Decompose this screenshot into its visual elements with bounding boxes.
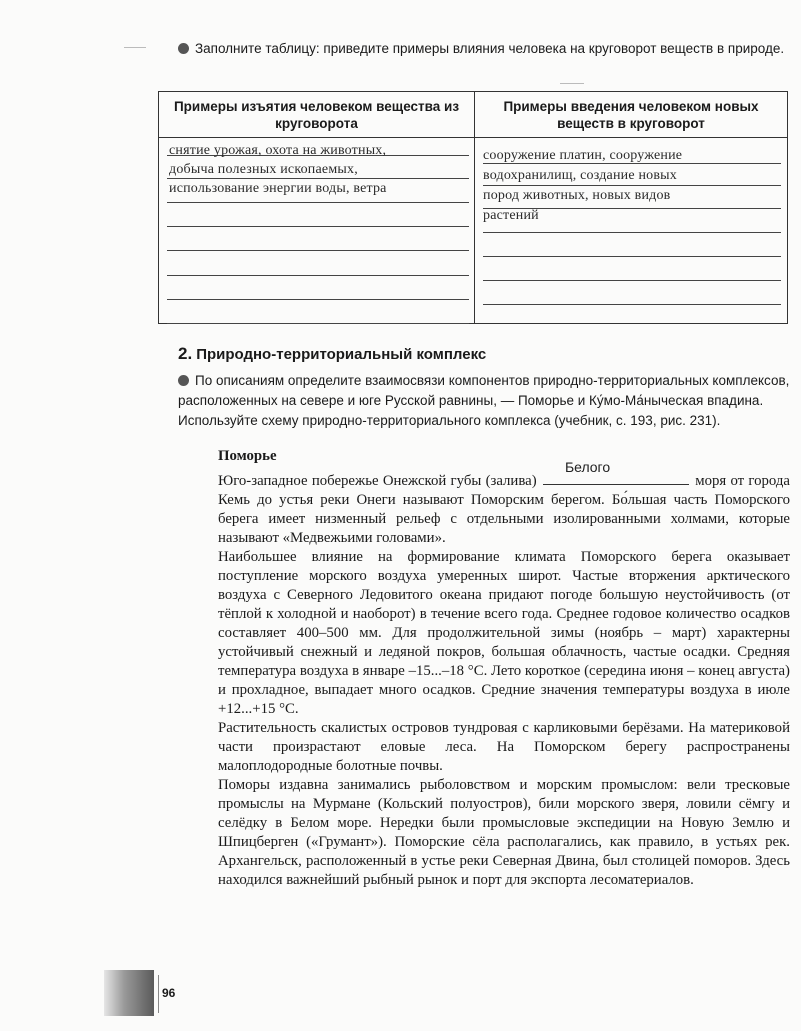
answer-line: [167, 275, 469, 276]
page-divider: [158, 975, 159, 1013]
answer-line: [167, 226, 469, 227]
table-header-right: Примеры введения человеком новых веществ в круговорот: [475, 92, 787, 138]
task2-text: По описаниям определите взаимосвязи компонентов природно-территориальных комплексов, расположенных на севере и юге Русской равнины, — Поморье и Ку́мо-Ма́ныческая впадина. Используйте схему природно-территориального комплекса (учебник, с. 193, рис. 231).: [178, 373, 790, 428]
section-number: 2.: [178, 344, 193, 363]
task1-text: Заполните таблицу: приведите примеры влияния человека на круговорот веществ в природе.: [195, 41, 785, 56]
answer-line: [167, 250, 469, 251]
handwritten-entry: водохранилищ, создание новых: [483, 168, 677, 183]
page-corner-decoration: [104, 970, 154, 1016]
p1-after: моря от города Кемь до устья реки Онеги называют Поморским берегом. Бо́льшая часть Поморского берега имеет низменный рельеф с отдельными изолированными холмами, которые называют «Медвежьими головами».: [218, 473, 791, 546]
answer-line: [167, 178, 469, 179]
handwritten-entry: использование энергии воды, ветра: [169, 181, 387, 196]
blank-answer: Белого: [564, 459, 611, 475]
fill-in-blank: [543, 459, 689, 485]
table-header-left: Примеры изъятия человеком вещества из круговорота: [159, 92, 474, 138]
bullet-icon: [178, 43, 189, 54]
task1-instruction: [178, 39, 788, 59]
section-title: [178, 344, 486, 364]
answer-line: [483, 280, 781, 281]
paragraph-3: Растительность скалистых островов тундровая с карликовыми берёзами. На материковой части произрастают еловые леса. На Поморском берегу распространены малоплодородные болотные почвы.: [218, 720, 790, 774]
handwritten-entry: сооружение платин, сооружение: [483, 148, 683, 163]
pomorye-description: [218, 447, 790, 890]
task2-instruction: [178, 371, 790, 431]
answer-line: [167, 299, 469, 300]
answer-line: [483, 185, 781, 186]
bullet-icon: [178, 375, 189, 386]
handwritten-entry: растений: [483, 208, 539, 223]
influence-table: [158, 91, 788, 324]
answer-line: [483, 256, 781, 257]
handwritten-entry: снятие урожая, охота на животных,: [169, 143, 387, 158]
scan-mark: [124, 47, 146, 48]
paragraph-2: Наибольшее влияние на формирование климата Поморского берега оказывает поступление морского воздуха умеренных широт. Частые вторжения арктического воздуха с Северного Ледовитого океана придают погоде большую неустойчивость (от тёплой к холодной и наоборот) в течение всего года. Среднее годовое количество осадков составляет 400–500 мм. Для продолжительной зимы (ноябрь – март) характерны устойчивый снежный и ледяной покров, большая облачность, частые осадки. Средняя температура воздуха в январе –15...–18 °С. Лето короткое (середина июня – конец августа) и прохладное, выпадает много осадков. Средние значения температуры воздуха в июле +12...+15 °С.: [218, 549, 790, 717]
scan-mark: [560, 83, 584, 84]
paragraph-1: [218, 459, 791, 548]
handwritten-entry: пород животных, новых видов: [483, 188, 671, 203]
answer-line: [167, 323, 469, 324]
answer-line: [167, 202, 469, 203]
text-heading: Поморье: [218, 448, 277, 464]
section-title-text: Природно-территориальный комплекс: [196, 346, 487, 363]
answer-line: [483, 232, 781, 233]
handwritten-entry: добыча полезных ископаемых,: [169, 162, 358, 177]
table-column-removal: [159, 92, 474, 323]
page-number: 96: [162, 986, 176, 1000]
p1-before: Юго-западное побережье Онежской губы (залива): [218, 473, 537, 489]
answer-line: [483, 304, 781, 305]
paragraph-4: Поморы издавна занимались рыболовством и морским промыслом: вели тресковые промыслы на Мурмане (Кольский полуостров), били морского зверя, ловили сёмгу и селёдку в Белом море. Нередки были промысловые экспедиции на Новую Землю и Шпицберген («Грумант»). Поморские сёла располагались, как правило, в устьях рек. Архангельск, расположенный в устье реки Северная Двина, был столицей поморов. Здесь находился важнейший рыбный рынок и порт для экспорта лесоматериалов.: [218, 777, 790, 888]
table-column-introduction: [474, 92, 787, 323]
